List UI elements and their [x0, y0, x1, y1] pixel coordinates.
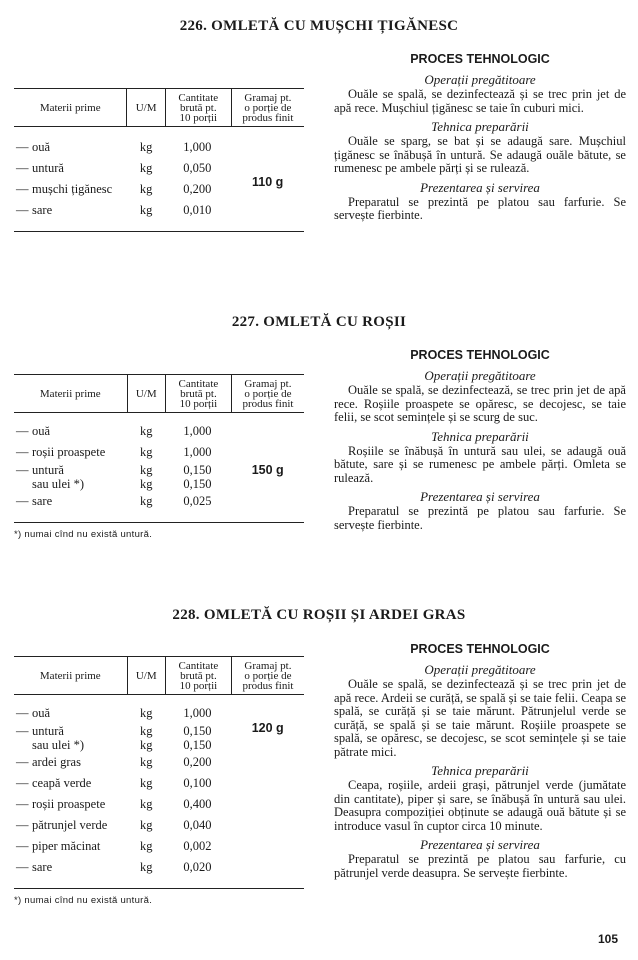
ingredients-table	[14, 374, 304, 523]
process-title: PROCES TEHNOLOGIC	[410, 348, 550, 362]
col-materials: Materii prime	[14, 657, 127, 695]
serve-text: Preparatul se prezintă pe platou sau farfurie. Se servește fierbinte.	[334, 504, 626, 532]
serve-title: Prezentarea și servirea	[420, 837, 540, 852]
col-qty: Cantitate brută pt. 10 porții	[165, 375, 231, 413]
ingredients-table-block	[14, 656, 304, 906]
col-qty: Cantitate brută pt. 10 porții	[165, 657, 231, 695]
serve-text: Preparatul se prezintă pe platou sau farfurie, cu pătrunjel verde deasupra. Se servește fierbinte.	[334, 852, 626, 880]
table-row: — ouă kg 1,000 110 g	[14, 137, 304, 158]
tech-text: Ceapa, roșiile, ardeii grași, pătrunjel verde (jumătate din cantitate), piper și sare, se înăbușă în untură sau ulei. Deasupra compoziției obținute se adaugă ouă bătute și se introduce vasul în cuptor circa 10 minute.	[334, 778, 626, 833]
col-materials: Materii prime	[14, 375, 127, 413]
table-row: — untură sau ulei *) kg kg 0,150 0,150	[16, 463, 212, 491]
portion-weight: 110 g	[252, 175, 284, 189]
table-row: — ouă kg 1,000 150 g	[14, 421, 304, 442]
prep-text: Ouăle se spală, se dezinfectează și se trec prin jet de apă rece. Mușchiul țigănesc se taie în cuburi mici.	[334, 87, 626, 115]
process-title: PROCES TEHNOLOGIC	[410, 52, 550, 66]
process-block	[334, 348, 626, 536]
ingredients-table-block	[14, 88, 304, 232]
tech-text: Ouăle se sparg, se bat și se adaugă sare. Mușchiul țigănesc se înăbușă în untură. Se adaugă ouăle bătute, se rumenesc pe ambele părți și se rulează.	[334, 134, 626, 175]
footnote: *) numai cînd nu există untură.	[14, 895, 153, 906]
col-unit: U/M	[127, 657, 165, 695]
col-materials: Materii prime	[14, 89, 127, 127]
col-gram: Gramaj pt. o porție de produs finit	[231, 89, 304, 127]
recipe-title: 226. OMLETĂ CU MUȘCHI ȚIGĂNESC	[179, 18, 459, 34]
prep-text: Ouăle se spală, se dezinfectează și se trec prin jet de apă rece. Ardeii se curăță, se spală și se taie felii. Ceapa se spală, se curăță și se taie mărunt. Pătrunjelul verde se curăță, se spală și se taie mărunt. Roșiile proaspete se spală, se opăresc, se decojesc, se scot semințele și se taie pătrate mici.	[334, 677, 626, 759]
col-unit: U/M	[127, 375, 165, 413]
prep-title: Operații pregătitoare	[424, 72, 536, 87]
table-row: — ardei gras kg 0,200	[16, 755, 212, 769]
table-row: — piper măcinat kg 0,002	[16, 839, 212, 853]
process-block	[334, 642, 626, 884]
table-row: — roșii proaspete kg 1,000	[16, 445, 212, 459]
table-row: — sare kg 0,025	[16, 494, 212, 508]
ingredients-table	[14, 88, 304, 232]
prep-title: Operații pregătitoare	[424, 662, 536, 677]
table-row: — roșii proaspete kg 0,400	[16, 797, 212, 811]
ingredients-table-block	[14, 374, 304, 540]
serve-text: Preparatul se prezintă pe platou sau farfurie. Se servește fierbinte.	[334, 194, 626, 222]
serve-title: Prezentarea și servirea	[420, 489, 540, 504]
table-row: — ceapă verde kg 0,100	[16, 776, 212, 790]
footnote: *) numai cînd nu există untură.	[14, 529, 153, 540]
table-row: — mușchi țigănesc kg 0,200	[16, 182, 212, 196]
process-block	[334, 52, 626, 227]
page-number: 105	[597, 932, 618, 946]
prep-title: Operații pregătitoare	[424, 368, 536, 383]
tech-title: Tehnica preparării	[431, 763, 529, 778]
table-row: — pătrunjel verde kg 0,040	[16, 818, 212, 832]
process-title: PROCES TEHNOLOGIC	[410, 642, 550, 656]
recipe-title: 227. OMLETĂ CU ROȘII	[231, 314, 407, 330]
tech-text: Roșiile se înăbușă în untură sau ulei, se adaugă ouă bătute, sare și se rumenesc pe ambele părți. Omleta se rulează.	[334, 443, 626, 485]
tech-title: Tehnica preparării	[431, 428, 529, 444]
serve-title: Prezentarea și servirea	[420, 179, 540, 195]
table-row: — untură sau ulei *) kg kg 0,150 0,150	[16, 724, 212, 752]
portion-weight: 150 g	[251, 462, 284, 477]
portion-weight: 120 g	[251, 720, 284, 735]
col-qty: Cantitate brută pt. 10 porții	[165, 89, 231, 127]
table-row: — sare kg 0,010	[16, 203, 212, 217]
table-row: — ouă kg 1,000 120 g	[14, 703, 304, 724]
table-row: — sare kg 0,020	[16, 860, 212, 874]
col-unit: U/M	[127, 89, 165, 127]
table-row: — untură kg 0,050	[16, 161, 212, 175]
tech-title: Tehnica preparării	[431, 119, 529, 134]
prep-text: Ouăle se spală, se dezinfectează, se trec prin jet de apă rece. Roșiile proaspete se opăresc, se decojesc, se taie felii, se scot semințele și se scurg de suc.	[334, 383, 626, 424]
col-gram: Gramaj pt. o porție de produs finit	[231, 657, 304, 695]
recipe-title: 228. OMLETĂ CU ROȘII ȘI ARDEI GRAS	[172, 607, 466, 623]
col-gram: Gramaj pt. o porție de produs finit	[231, 375, 304, 413]
ingredients-table	[14, 656, 304, 889]
